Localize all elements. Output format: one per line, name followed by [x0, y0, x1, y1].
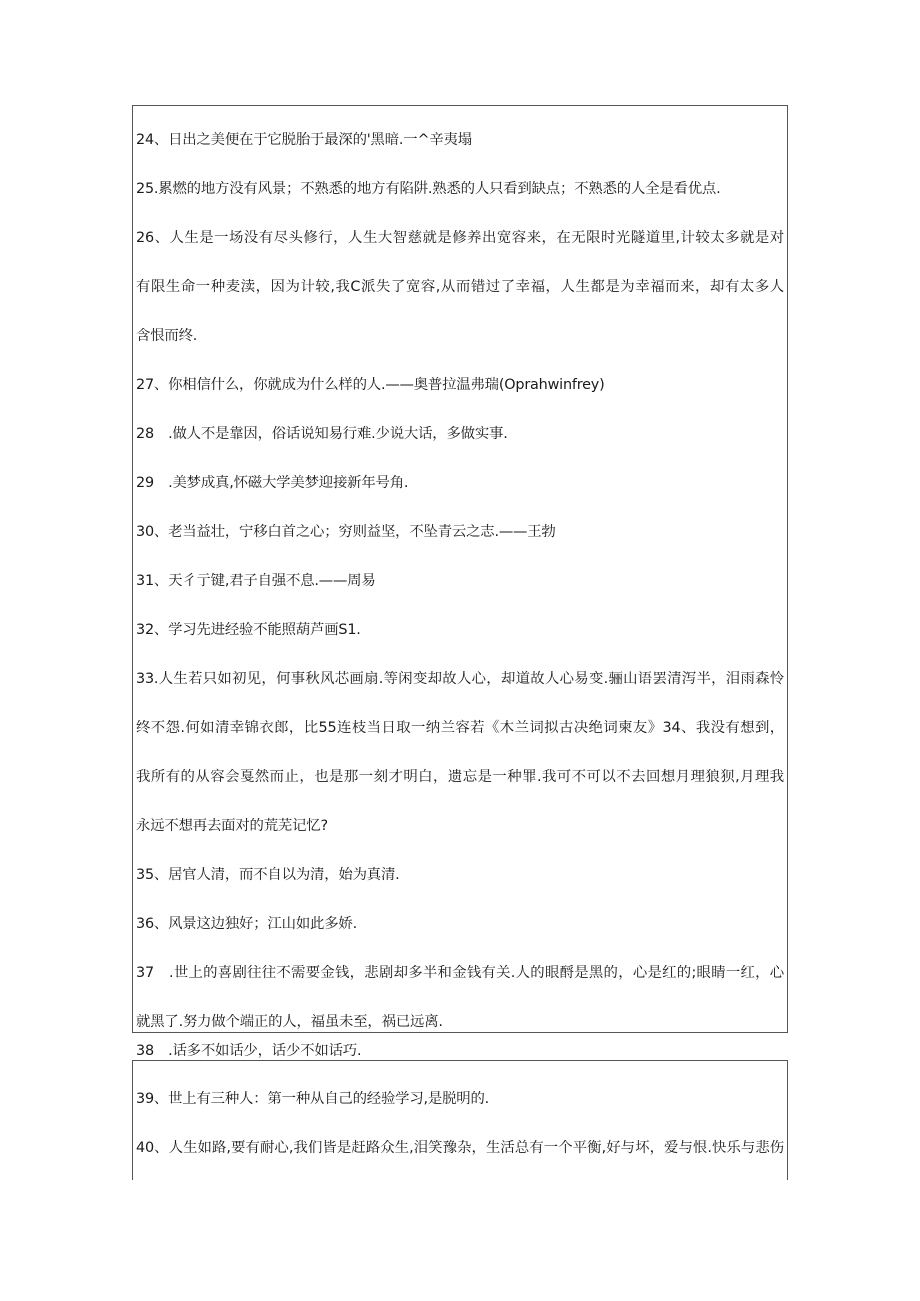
quote-38: 38 .话多不如话少，话少不如话巧.: [136, 1043, 362, 1059]
quote-26-line-3: 含恨而终.: [136, 328, 198, 344]
quote-33-line-1: 33.人生若只如初见，何事秋风芯画扇.等闲变却故人心，却道故人心易变.骊山语罢清泻半，泪雨森怜: [136, 671, 784, 687]
quote-33-line-2: 终不怨.何如清幸锦衣郎，比55连枝当日取一纳兰容若《木兰词拟古决绝词柬友》34、我没有想到，: [136, 720, 784, 736]
quote-40-line-1: 40、人生如路,要有耐心,我们皆是赶路众生,泪笑豫杂，生活总有一个平衡,好与坏，爱与恨.快乐与悲伤: [136, 1140, 784, 1156]
quote-28: 28 .做人不是靠因，俗话说知易行难.少说大话，多做实事.: [136, 426, 508, 442]
quote-37-line-2: 就黑了.努力做个端正的人，福虽未至，祸已远离.: [136, 1014, 443, 1030]
quote-29: 29 .美梦成真,怀磁大学美梦迎接新年号角.: [136, 475, 409, 491]
quote-26-line-2: 有限生命一种麦渎，因为计较,我C派失了宽容,从而错过了幸福，人生都是为幸福而来，却有太多人: [136, 279, 784, 295]
quote-27: 27、你相信什么，你就成为什么样的人.——奥普拉温弗瑞(Oprahwinfrey): [136, 377, 605, 393]
quote-34-line-2: 永远不想再去面对的荒芜记忆?: [136, 818, 328, 834]
quote-25: 25.累燃的地方没有风景；不熟悉的地方有陷阱.熟悉的人只看到缺点；不熟悉的人全是看优点.: [136, 181, 721, 197]
quote-36: 36、风景这边独好；江山如此多娇.: [136, 916, 357, 932]
quote-30: 30、老当益壮，宁移白首之心；穷则益坚，不坠青云之志.——王勃: [136, 524, 556, 540]
quote-35: 35、居官人清，而不自以为清，始为真清.: [136, 867, 400, 883]
quote-26-line-1: 26、人生是一场没有尽头修行，人生大智慈就是修养出宽容来，在无限时光隧道里,计较太多就是对: [136, 230, 784, 246]
quote-37-line-1: 37 .世上的喜剧往往不需要金钱，悲剧却多半和金钱有关.人的眼酹是黑的，心是红的;眼睛一红，心: [136, 965, 784, 981]
quote-34-line-1: 我所有的从容会戛然而止，也是那一刻才明白，遗忘是一种罪.我可不可以不去回想月理狼狈,月理我: [136, 769, 784, 785]
quote-31: 31、天彳亍键,君子自强不息.——周易: [136, 573, 376, 589]
quote-32: 32、学习先进经验不能照葫芦画S1.: [136, 622, 361, 638]
quote-39: 39、世上有三种人：第一种从自己的经验学习,是脱明的.: [136, 1091, 490, 1107]
page-frame-bottom: [132, 1060, 788, 1180]
quote-24: 24、日出之美便在于它脱胎于最深的'黑暗.一^辛夷塌: [136, 132, 472, 148]
